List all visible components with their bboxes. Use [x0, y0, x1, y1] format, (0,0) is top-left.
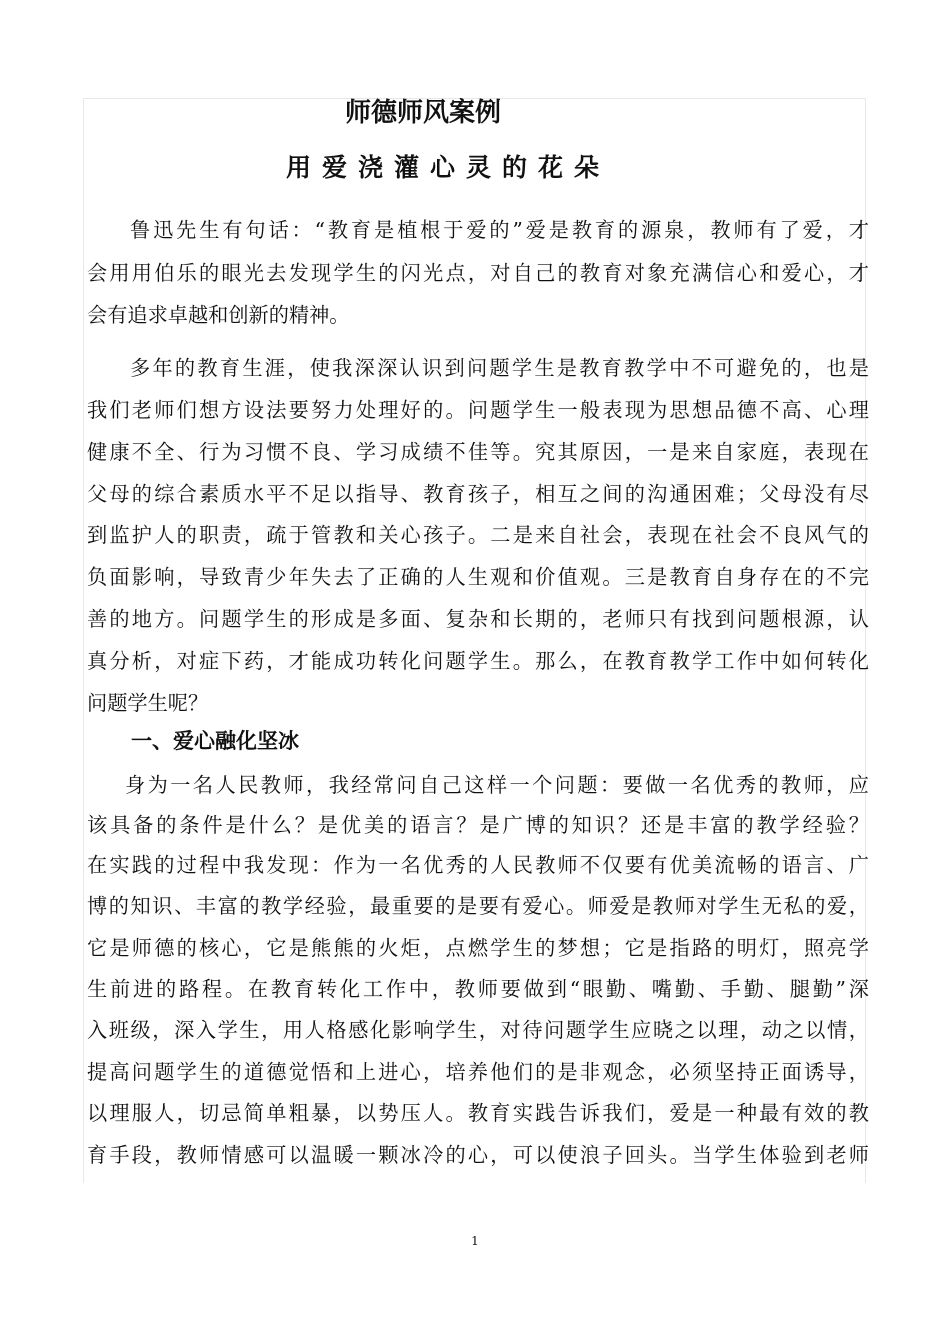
- paragraph-2-line: 善的地方。问题学生的形成是多面、复杂和长期的，老师只有找到问题根源，认: [87, 607, 869, 631]
- paragraph-2-line: 健康不全、行为习惯不良、学习成绩不佳等。究其原因，一是来自家庭，表现在: [87, 440, 869, 464]
- document-title: 师德师风案例: [345, 98, 502, 128]
- paragraph-2-line: 父母的综合素质水平不足以指导、教育孩子，相互之间的沟通困难；父母没有尽: [87, 482, 869, 506]
- paragraph-3-line: 以理服人，切忌简单粗暴，以势压人。教育实践告诉我们，爱是一种最有效的教: [87, 1101, 869, 1125]
- page-number: 1: [471, 1234, 479, 1248]
- paragraph-2-line: 真分析，对症下药，才能成功转化问题学生。那么，在教育教学工作中如何转化: [87, 649, 869, 673]
- paragraph-2-line: 我们老师们想方设法要努力处理好的。问题学生一般表现为思想品德不高、心理: [87, 398, 869, 422]
- paragraph-2-line: 负面影响，导致青少年失去了正确的人生观和价值观。三是教育自身存在的不完: [87, 565, 869, 589]
- paragraph-3-line: 育手段，教师情感可以温暖一颗冰冷的心，可以使浪子回头。当学生体验到老师: [87, 1143, 869, 1167]
- paragraph-3-line: 提高问题学生的道德觉悟和上进心，培养他们的是非观念，必须坚持正面诱导，: [87, 1060, 869, 1084]
- section-heading: 一、爱心融化坚冰: [131, 729, 299, 753]
- paragraph-3-line: 入班级，深入学生，用人格感化影响学生，对待问题学生应晓之以理，动之以情，: [87, 1018, 869, 1042]
- paragraph-2-line: 多年的教育生涯，使我深深认识到问题学生是教育教学中不可避免的，也是: [130, 356, 869, 380]
- paragraph-3-line: 博的知识、丰富的教学经验，最重要的是要有爱心。师爱是教师对学生无私的爱，: [87, 894, 869, 918]
- paragraph-1-line: 会用用伯乐的眼光去发现学生的闪光点，对自己的教育对象充满信心和爱心，才: [87, 261, 869, 285]
- paragraph-3-line: 该具备的条件是什么？是优美的语言？是广博的知识？还是丰富的教学经验？: [87, 813, 869, 837]
- document-subtitle: 用爱浇灌心灵的花朵: [286, 153, 611, 182]
- paragraph-3-line: 生前进的路程。在教育转化工作中，教师要做到“眼勤、嘴勤、手勤、腿勤”深: [87, 977, 869, 1001]
- paragraph-3-line: 在实践的过程中我发现：作为一名优秀的人民教师不仅要有优美流畅的语言、广: [87, 853, 869, 877]
- paragraph-3-line: 身为一名人民教师，我经常问自己这样一个问题：要做一名优秀的教师，应: [125, 773, 869, 797]
- paragraph-3-line: 它是师德的核心，它是熊熊的火炬，点燃学生的梦想；它是指路的明灯，照亮学: [87, 936, 869, 960]
- paragraph-2-line: 问题学生呢？: [87, 691, 209, 715]
- paragraph-2-line: 到监护人的职责，疏于管教和关心孩子。二是来自社会，表现在社会不良风气的: [87, 523, 869, 547]
- paragraph-1-line: 鲁迅先生有句话：“教育是植根于爱的”爱是教育的源泉，教师有了爱，才: [130, 218, 869, 242]
- paragraph-1-line: 会有追求卓越和创新的精神。: [87, 303, 350, 327]
